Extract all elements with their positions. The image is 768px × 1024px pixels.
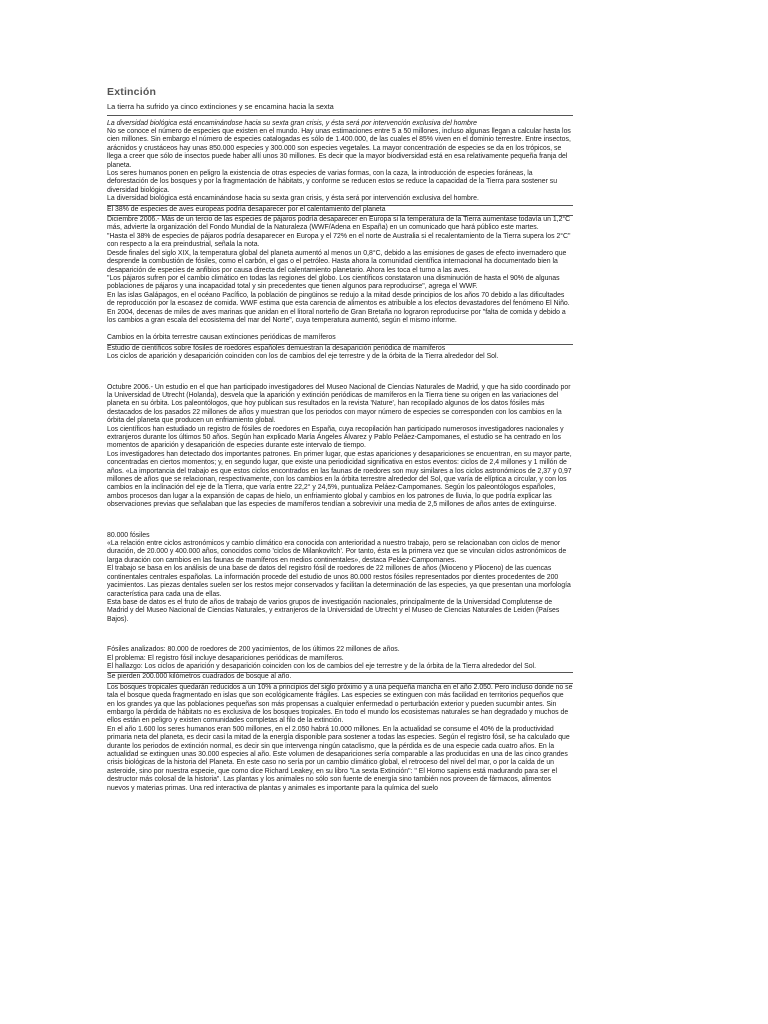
- section-title: El 38% de especies de aves europeas podría desaparecer por el calentamiento del planeta: [107, 206, 573, 216]
- paragraph: Los científicos han estudiado un registro de fósiles de roedores en España, cuya recopilación han participado numerosos investigadores nacionales y extranjeros durante los últimos 50 años. Según han explicado María Ángeles Álvarez y Pablo Peláez-Campomanes, el estudio se ha centrado en los momentos de aparición y desaparición de especies durante este intervalo de tiempo.: [107, 425, 564, 450]
- paragraph: El problema: El registro fósil incluye desapariciones periódicas de mamíferos.: [107, 654, 344, 662]
- paragraph: Los investigadores han detectado dos importantes patrones. En primer lugar, que estas apariciones y desapariciones se encuentran, en su mayor parte, concentradas en ciertos momentos; y, en segundo lugar, que existe una periodicidad significativa en estos eventos: ciclos de 2,4 millones y 1 millón de años. «La importancia del trabajo es que estos ciclos encontrados en las faunas de roedores son muy similares a los ciclos astronómicos de 2,37 y 0,97 millones de años que se relacionan, respectivamente, con los cambios en la órbita terrestre alrededor del Sol, que varía de elíptica a circular, y con los cambios en la inclinación del eje de la Tierra, que varía entre 22,2° y 24,5%, puntualiza Peláez-Campomanes. Según los paleontólogos españoles, ambos procesos dan lugar a la expansión de capas de hielo, un enfriamiento global y cambios en los patrones de lluvia, lo que podría explicar las observaciones previas que señalaban que las especies de mamíferos tendían a sobrevivir una media de 2,5 millones de años antes de extinguirse.: [107, 450, 572, 509]
- paragraph: "Hasta el 38% de especies de pájaros podría desaparecer en Europa y el 72% en el norte de Australia si el recalentamiento de la Tierra supera los 2°C" con respecto a la era preindustrial, señala la nota.: [107, 232, 571, 249]
- paragraph: «La relación entre ciclos astronómicos y cambio climático era conocida con anterioridad a nuestro trabajo, pero se relacionaban con ciclos de menor duración, de 20.000 y 400.000 años, conocidos como 'ciclos de Milankovitch'. Por tanto, ésta es la primera vez que se vinculan ciclos astronómicos de larga duración con cambios en las faunas de mamíferos en medios continentales», destaca Peláez-Campomanes.: [107, 540, 567, 564]
- section-title: La diversidad biológica está encaminándose hacia su sexta gran crisis, y ésta será por intervención exclusiva del hombre: [107, 119, 477, 127]
- paragraph: En 2004, decenas de miles de aves marinas que anidan en el litoral norteño de Gran Bretaña no lograron reproducirse por "falta de comida y debido a los cambios a gran escala del ecosistema del mar del Norte", cuya temperatura aumentó, según el mismo informe.: [107, 308, 566, 324]
- paragraph: Los bosques tropicales quedarán reducidos a un 10% a principios del siglo próximo y a una pequeña mancha en el año 2.050. Pero incluso donde no se tala el bosque queda fragmentado en islas que son ecológicamente frágiles. Las especies se extinguen con más facilidad en territorios pequeños que en los grandes ya que las poblaciones pequeñas son más propensas a cualquier enfermedad o perturbación exterior y pueden sucumbir antes. Sin embargo la pérdida de hábitats no es exclusiva de los bosques tropicales. En todo el mundo los ecosistemas naturales se han degradado y muchos de ellos están en peligro y existen comunidades completas al filo de la extinción.: [107, 683, 573, 725]
- paragraph: Octubre 2006.- Un estudio en el que han participado investigadores del Museo Nacional de Ciencias Naturales de Madrid, y que ha sido coordinado por la Universidad de Utrecht (Holanda), desvela que la aparición y extinción periódicas de mamíferos en la Tierra tiene su origen en las variaciones del planeta en su órbita. Los paleontólogos, que hoy publican sus resultados en la revista 'Nature', han recopilado algunos de los datos fósiles más destacados de los pasados 22 millones de años y muestran que los periodos con mayor número de especies se corresponden con los cambios en la órbita del planeta que producen un enfriamiento global.: [107, 383, 571, 425]
- section-title: Cambios en la órbita terrestre causan extinciones periódicas de mamíferos: [107, 334, 573, 344]
- paragraph: En las islas Galápagos, en el océano Pacífico, la población de pingüinos se redujo a la mitad desde principios de los años 70 debido a las dificultades de reproducción por la escasez de comida. WWF estima que esta carencia de alimentos es atribuible a los efectos devastadores del fenómeno El Niño.: [107, 291, 570, 308]
- paragraph: No se conoce el número de especies que existen en el mundo. Hay unas estimaciones entre 5 a 50 millones, incluso algunas llegan a calcular hasta los cien millones. Sin embargo el número de especies catalogadas es sólo de 1.400.000, de las cuales el 85% viven en el dominio terrestre. Entre insectos, arácnidos y crustáceos hay unas 850.000 especies y 300.000 son especies vegetales. La mayor concentración de especies se da en los trópicos, se llega a creer que sólo de insectos puede haber allí unos 30 millones. Es decir que la mayor biodiversidad está en esa relativamente pequeña franja del planeta.: [107, 128, 571, 169]
- article-subtitle: La tierra ha sufrido ya cinco extinciones y se encamina hacia la sexta: [107, 102, 573, 116]
- paragraph: Esta base de datos es el fruto de años de trabajo de varios grupos de investigación nacionales, principalmente de la Universidad Complutense de Madrid y del Museo Nacional de Ciencias Naturales, y extranjeros de la Universidad de Utrecht y el Museo de Ciencias Naturales de Leiden (Países Bajos).: [107, 598, 560, 623]
- article: [107, 86, 573, 793]
- paragraph: La diversidad biológica está encaminándose hacia su sexta gran crisis, y ésta será por intervención exclusiva del hombre.: [107, 195, 573, 205]
- paragraph: Diciembre 2006.- Más de un tercio de las especies de pájaros podría desaparecer en Europa si la temperatura de la Tierra aumentase todavía un 1,2°C más, advierte la organización del Fondo Mundial de la Naturaleza (WWF/Adena en España) en un comunicado que hará público este martes.: [107, 216, 571, 232]
- paragraph: Desde finales del siglo XIX, la temperatura global del planeta aumentó al menos un 0,8°C, debido a las emisiones de gases de efecto invernadero que desprende la combustión de fósiles, como el carbón, el gas o el petróleo. Hasta ahora la comunidad científica internacional ha documentado bien la desaparición de especies de anfibios por causa directa del calentamiento planetario. Ahora les toca el turno a las aves.: [107, 249, 567, 274]
- section-title: 80.000 fósiles: [107, 531, 150, 539]
- paragraph: El trabajo se basa en los análisis de una base de datos del registro fósil de roedores de 22 millones de años (Mioceno y Plioceno) de las cuencas continentales centrales españolas. La información procede del estudio de unos 80.000 restos fósiles representados por dientes procedentes de 200 yacimientos. Las piezas dentales suelen ser los restos mejor conservados y facilitan la determinación de las especies, ya que presentan una morfología característica para cada una de ellas.: [107, 565, 571, 598]
- paragraph: Fósiles analizados: 80.000 de roedores de 200 yacimientos, de los últimos 22 millones de años.: [107, 646, 400, 654]
- paragraph: El hallazgo: Los ciclos de aparición y desaparición coinciden con los de cambios del eje terrestre y de la órbita de la Tierra alrededor del Sol.: [107, 663, 573, 673]
- paragraph: Los ciclos de aparición y desaparición coinciden con los de cambios del eje terrestre y de la órbita de la Tierra alrededor del Sol.: [107, 353, 499, 361]
- section-title: Se pierden 200.000 kilómetros cuadrados de bosque al año.: [107, 673, 573, 683]
- paragraph: "Los pájaros sufren por el cambio climático en todas las regiones del globo. Los científicos constataron una disminución de hasta el 90% de algunas poblaciones de pájaros y una incapacidad total y sin precedentes que tienen algunos para reproducirse", agrega el WWF.: [107, 274, 560, 291]
- article-heading: Extinción: [107, 86, 157, 98]
- paragraph: En el año 1.600 los seres humanos eran 500 millones, en el 2.050 habrá 10.000 millones. En la actualidad se consume el 40% de la productividad primaria neta del planeta, es decir casi la mitad de la energía disponible para sostener a todas las especies. Según el registro fósil, se ha calculado que durante los periodos de extinción normal, es decir sin que intervenga ningún cataclismo, que la pérdida es de una especie cada cuatro años. En la actualidad se extinguen unas 30.000 especies al año. Este volumen de desapariciones sería comparable a las producidas en una de las cinco grandes crisis biológicas de la historia del Planeta. En este caso no sería por un cambio climático global, el retroceso del nivel del mar, o por la caída de un asteroide, sino por nuestra especie, que como dice Richard Leakey, en su libro "La sexta Extinción": " El Homo sapiens está madurando para ser el destructor más colosal de la historia". Las plantas y los animales no sólo son fuente de energía sino también nos proveen de fármacos, alimentos nuevos y materias primas. Una red interactiva de plantas y animales es importante para la química del suelo: [107, 725, 570, 792]
- paragraph: Estudio de científicos sobre fósiles de roedores españoles demuestran la desaparición periódica de mamíferos: [107, 344, 446, 352]
- paragraph: Los seres humanos ponen en peligro la existencia de otras especies de varias formas, con la caza, la introducción de especies foráneas, la deforestación de los bosques y por la fragmentación de hábitats, y conforme se reducen estos se reduce la capacidad de la Tierra para sostener su diversidad biológica.: [107, 170, 558, 194]
